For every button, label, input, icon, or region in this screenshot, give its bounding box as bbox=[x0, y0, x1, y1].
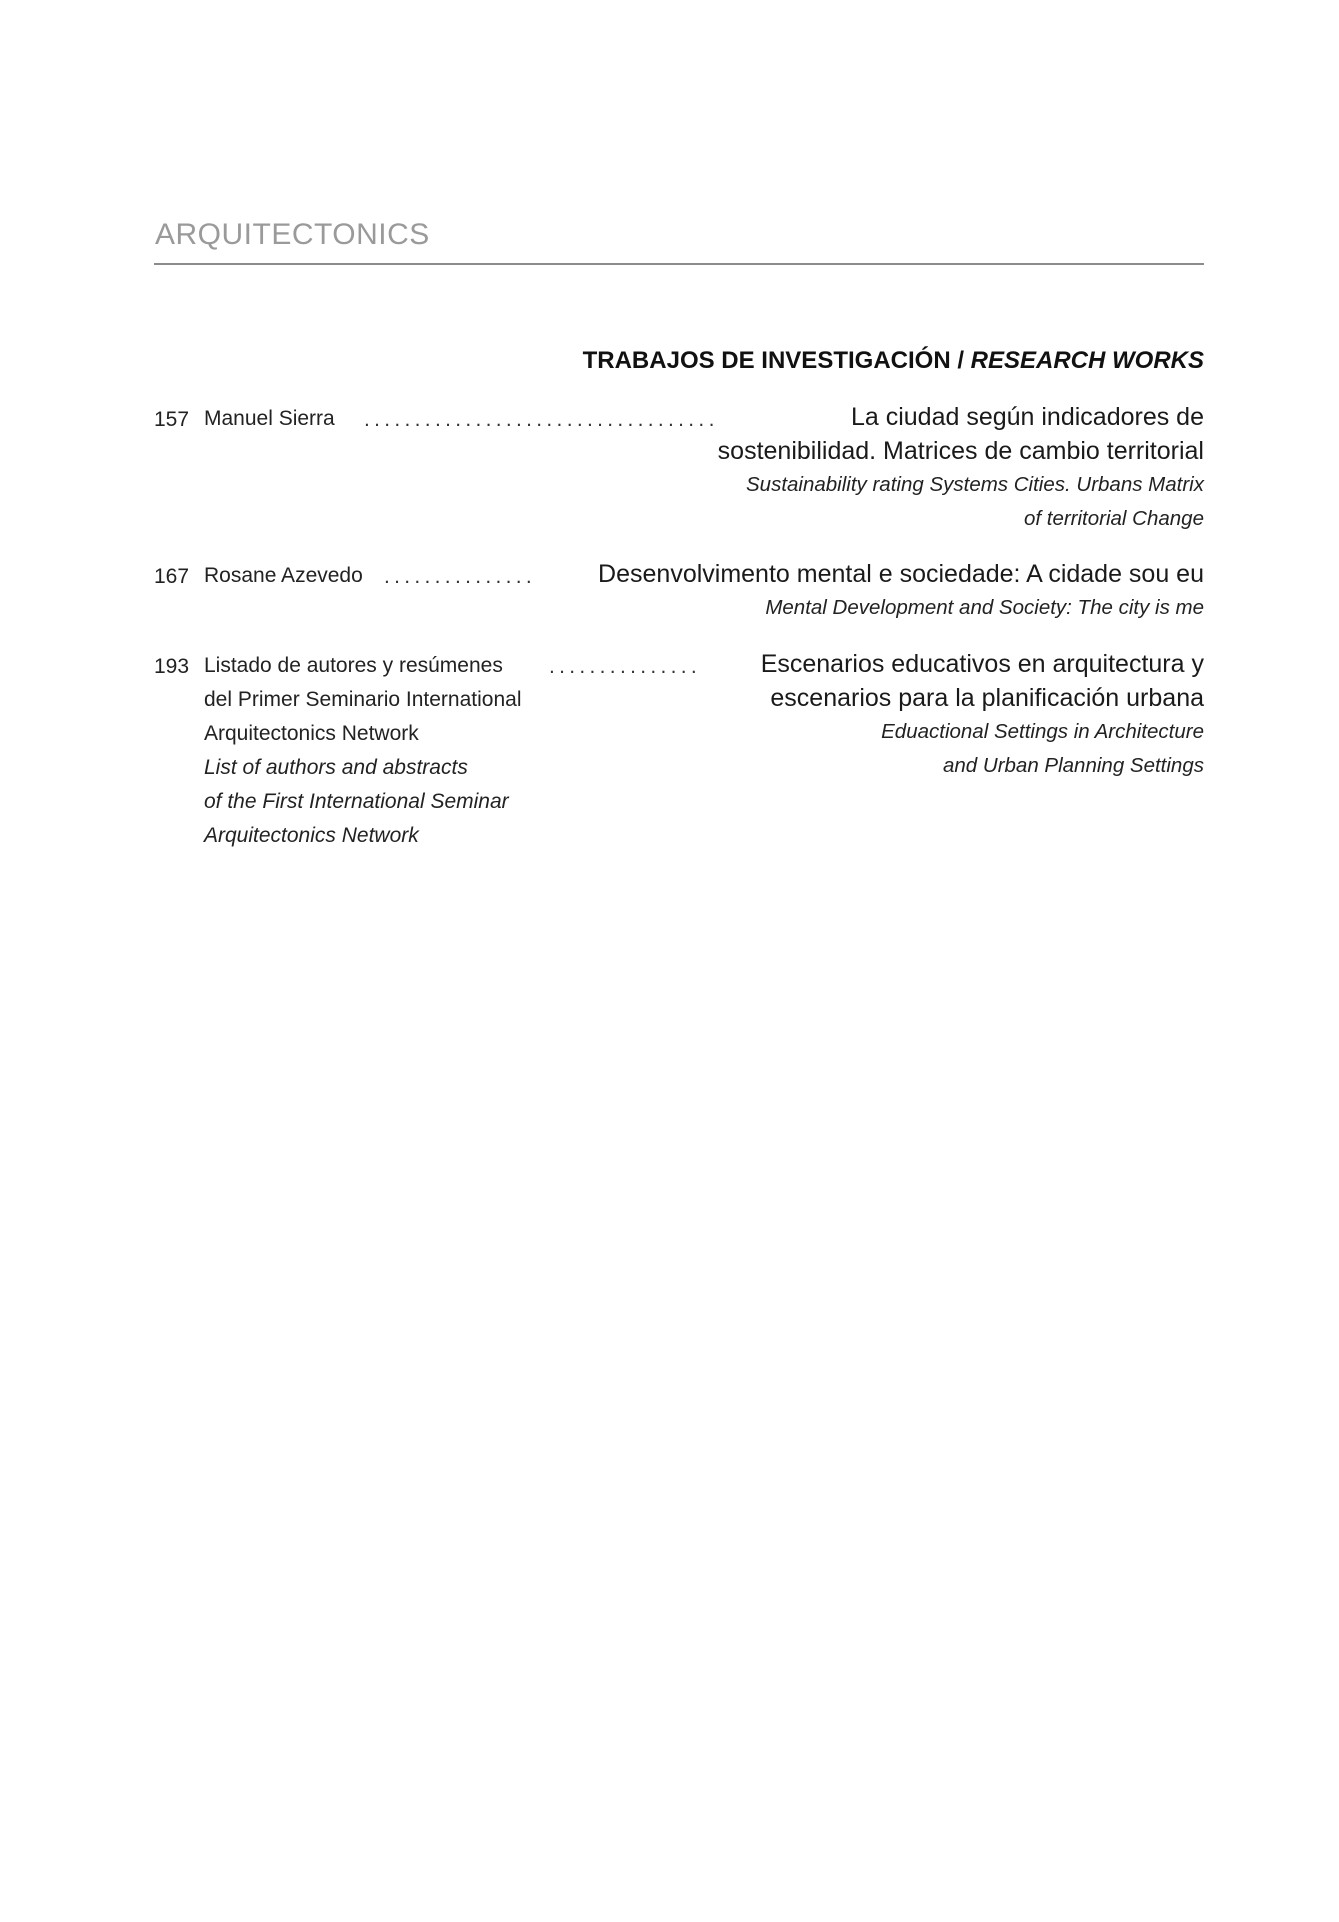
dot-leader: ............... bbox=[549, 655, 702, 678]
title-es: La ciudad según indicadores de bbox=[850, 403, 1204, 431]
author-line: Rosane Azevedo bbox=[204, 564, 363, 587]
author-line-en: Arquitectonics Network bbox=[204, 824, 419, 847]
title-en: Sustainability rating Systems Cities. Urbans Matrix bbox=[746, 473, 1204, 496]
title-en: of territorial Change bbox=[1023, 507, 1204, 530]
title-es: escenarios para la planificación urbana bbox=[770, 684, 1204, 712]
header-rule bbox=[154, 263, 1204, 265]
section-title-es: TRABAJOS DE INVESTIGACIÓN / bbox=[582, 347, 971, 374]
page-number: 157 bbox=[154, 408, 190, 431]
page-number: 193 bbox=[154, 655, 190, 678]
entry-titles bbox=[598, 557, 1204, 625]
title-en: and Urban Planning Settings bbox=[943, 754, 1204, 777]
section-heading bbox=[583, 347, 1204, 375]
title-en: Eduactional Settings in Architecture bbox=[881, 720, 1204, 743]
author bbox=[204, 565, 363, 599]
dot-leader: ............... bbox=[384, 565, 537, 588]
page-number: 167 bbox=[154, 565, 190, 588]
entry-titles bbox=[761, 647, 1204, 783]
running-header: ARQUITECTONICS bbox=[155, 218, 430, 251]
title-en: Mental Development and Society: The city is me bbox=[765, 596, 1204, 619]
entry-titles bbox=[718, 400, 1204, 536]
author-line: Listado de autores y resúmenes bbox=[204, 654, 503, 677]
author-line-en: of the First International Seminar bbox=[204, 790, 509, 813]
title-es: sostenibilidad. Matrices de cambio territorial bbox=[717, 437, 1204, 465]
dot-leader: ................................... bbox=[364, 408, 719, 431]
author-line-en: List of authors and abstracts bbox=[204, 756, 468, 779]
title-es: Escenarios educativos en arquitectura y bbox=[760, 650, 1204, 678]
author-line: Arquitectonics Network bbox=[204, 722, 419, 745]
section-title-en: RESEARCH WORKS bbox=[970, 347, 1204, 374]
author-line: del Primer Seminario International bbox=[204, 688, 522, 711]
author bbox=[204, 408, 335, 442]
author-line: Manuel Sierra bbox=[204, 407, 335, 430]
title-es: Desenvolvimento mental e sociedade: A cidade sou eu bbox=[598, 560, 1204, 588]
author bbox=[204, 655, 521, 859]
